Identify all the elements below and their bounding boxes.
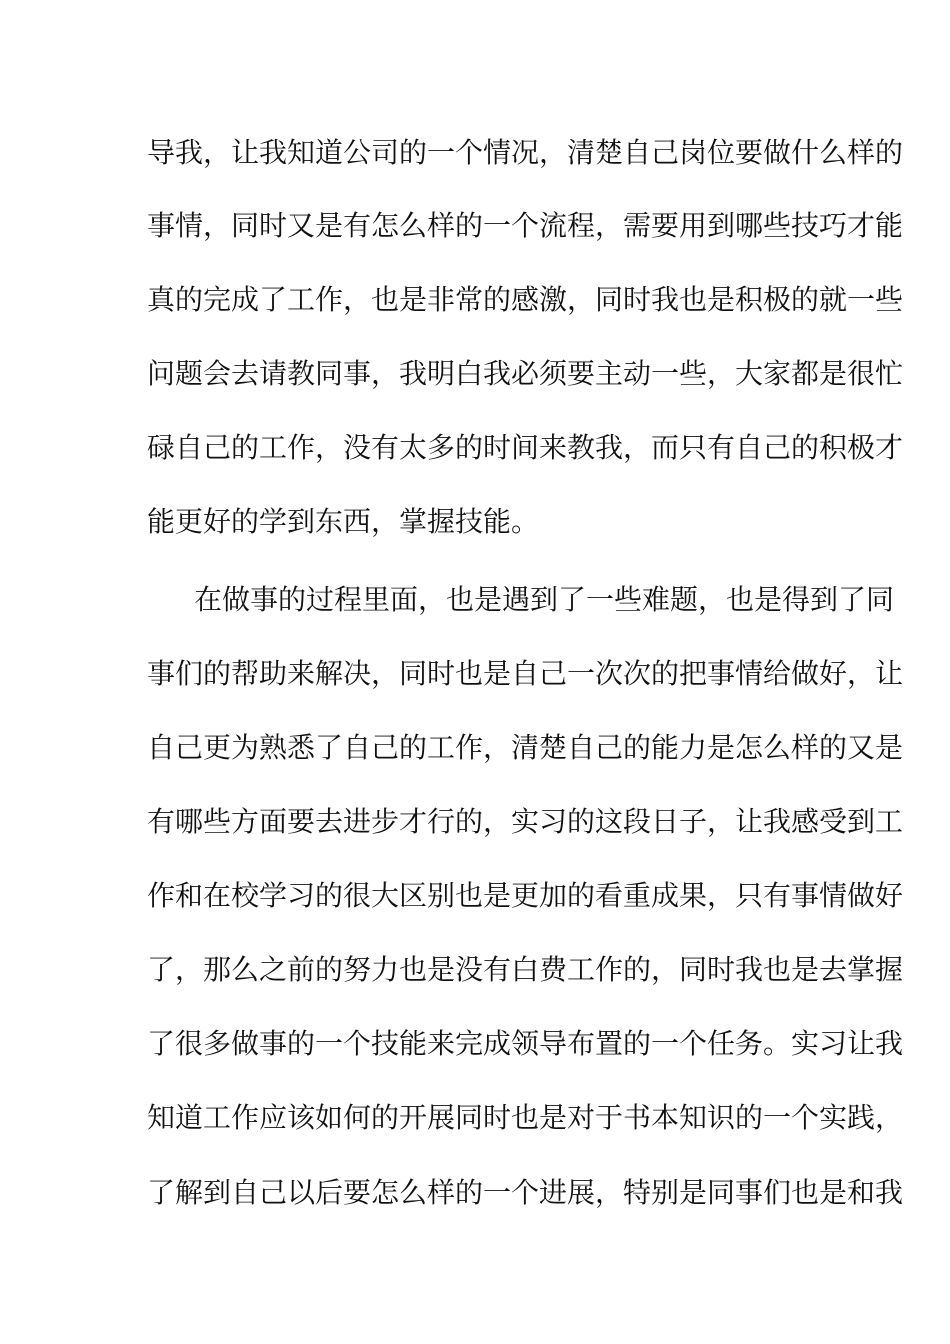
text-line-11: 作和在校学习的很大区别也是更加的看重成果，只有事情做好 (147, 879, 904, 912)
text-line-5: 碌自己的工作，没有太多的时间来教我，而只有自己的积极才 (147, 431, 904, 464)
text-line-14: 知道工作应该如何的开展同时也是对于书本知识的一个实践， (147, 1101, 904, 1134)
text-line-6: 能更好的学到东西，掌握技能。 (147, 505, 540, 538)
text-line-2: 事情，同时又是有怎么样的一个流程，需要用到哪些技巧才能 (147, 209, 904, 242)
text-line-8: 事们的帮助来解决，同时也是自己一次次的把事情给做好，让 (147, 657, 904, 690)
paragraph-start-line: 在做事的过程里面，也是遇到了一些难题，也是得到了同 (194, 583, 895, 616)
text-line-1: 导我，让我知道公司的一个情况，清楚自己岗位要做什么样的 (147, 136, 904, 169)
text-line-9: 自己更为熟悉了自己的工作，清楚自己的能力是怎么样的又是 (147, 731, 904, 764)
text-line-4: 问题会去请教同事，我明白我必须要主动一些，大家都是很忙 (147, 357, 904, 390)
text-line-3: 真的完成了工作，也是非常的感激，同时我也是积极的就一些 (147, 283, 904, 316)
text-line-13: 了很多做事的一个技能来完成领导布置的一个任务。实习让我 (147, 1027, 904, 1060)
text-line-12: 了，那么之前的努力也是没有白费工作的，同时我也是去掌握 (147, 953, 904, 986)
text-line-10: 有哪些方面要去进步才行的，实习的这段日子，让我感受到工 (147, 805, 904, 838)
text-line-15: 了解到自己以后要怎么样的一个进展，特别是同事们也是和我 (147, 1176, 904, 1209)
